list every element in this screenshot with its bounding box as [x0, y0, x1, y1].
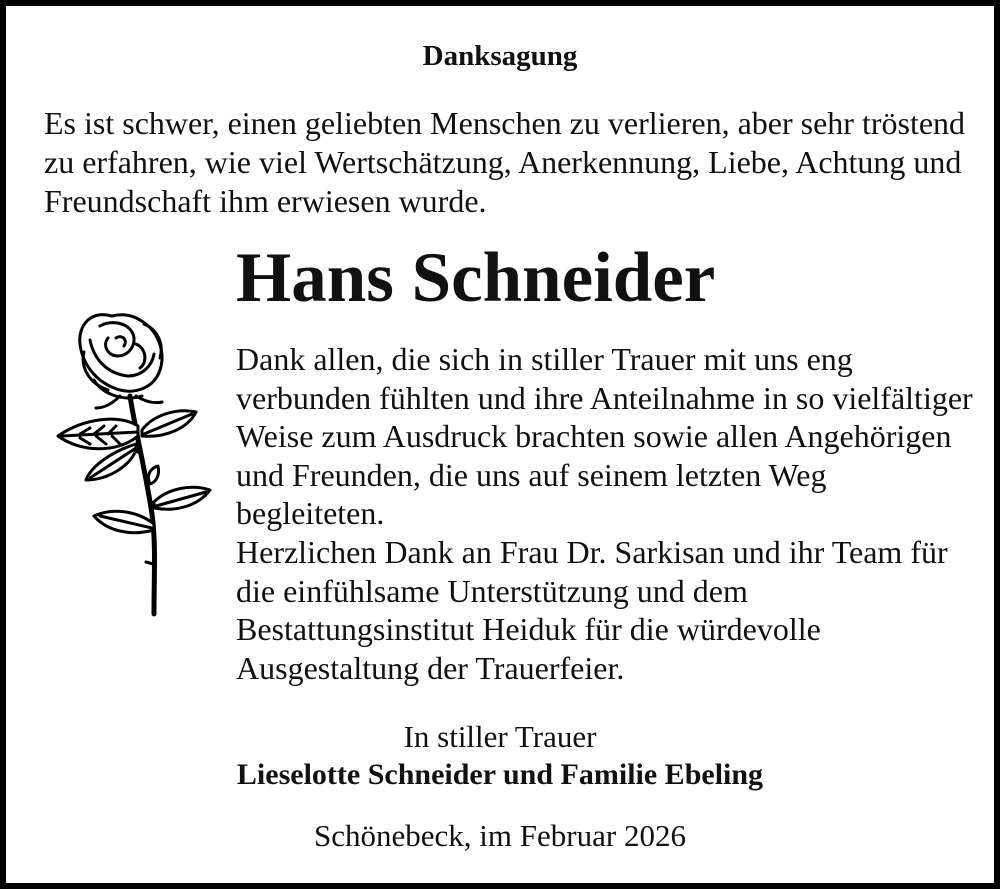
family-signature: Lieselotte Schneider und Familie Ebeling: [236, 758, 764, 791]
thanks-text: [236, 340, 976, 687]
place-date: Schönebeck, im Februar 2026: [314, 818, 686, 853]
intro-text: Es ist schwer, einen geliebten Menschen zu verlieren, aber sehr tröstend zu erfahren, wie viel Wertschätzung, Anerkennung, Liebe, Achtung und Freundschaft ihm erwiesen wurde.: [44, 105, 966, 219]
rose-icon: [50, 304, 218, 620]
closing-phrase: In stiller Trauer: [403, 719, 597, 754]
thanks-paragraph: Herzlichen Dank an Frau Dr. Sarkisan und ihr Team für die einfühlsame Unterstützung und dem Bestattungsinstitut Heiduk für die würdevolle Ausgestaltung der Trauerfeier.: [236, 533, 948, 686]
deceased-name: Hans Schneider: [236, 239, 716, 317]
notice-heading: Danksagung: [422, 40, 578, 72]
thanks-paragraph: Dank allen, die sich in stiller Trauer mit uns eng verbunden fühlten und ihre Anteilnahme in so vielfältiger Weise zum Ausdruck brachten sowie allen Angehörigen und Freunden, die uns auf seinem letzten Weg begleiteten.: [236, 341, 973, 532]
